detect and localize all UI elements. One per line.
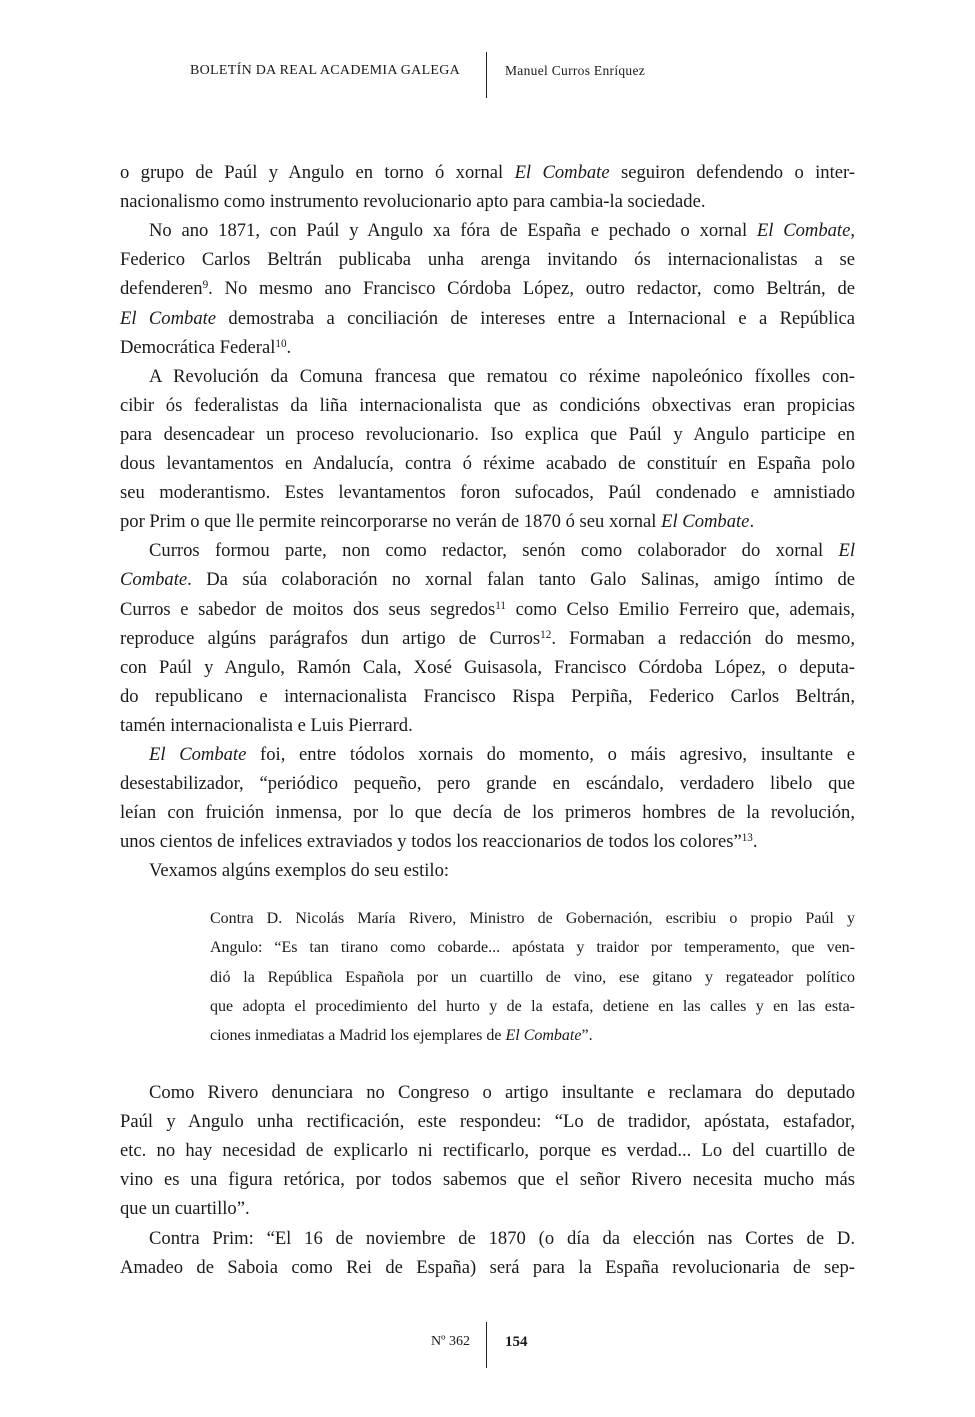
text-run: tamén internacionalista e Luis Pierrard. xyxy=(120,715,413,736)
paragraph-line xyxy=(120,1255,855,1281)
paragraph-line xyxy=(149,1226,855,1252)
journal-title: BOLETÍN DA REAL ACADEMIA GALEGA xyxy=(190,63,461,78)
text-run: con Paúl y Angulo, Ramón Cala, Xosé Guisasola, Francisco Córdoba López, o deputa- xyxy=(120,657,855,678)
text-run: dous levantamentos en Andalucía, contra ó réxime acabado de constituír en España polo xyxy=(120,453,855,474)
paragraph-line xyxy=(120,451,855,477)
paragraph-line xyxy=(149,858,855,884)
page-number: 154 xyxy=(505,1334,528,1350)
text-run: Federico Carlos Beltrán publicaba unha arenga invitando ós internacionalistas a se xyxy=(120,249,855,270)
quote-line xyxy=(210,994,855,1020)
paragraph-line xyxy=(120,829,855,855)
paragraph-line xyxy=(120,626,855,652)
paragraph-line xyxy=(120,160,855,186)
text-run: que un cuartillo”. xyxy=(120,1198,250,1219)
text-run: por Prim o que lle permite reincorporarse no verán de 1870 ó seu xornal xyxy=(120,511,662,532)
italic-title: El Combate xyxy=(661,511,750,532)
quote-line xyxy=(210,1023,855,1049)
text-run: Democrática Federal xyxy=(120,337,276,358)
text-run: vino es una figura retórica, por todos sabemos que el señor Rivero necesita mucho más xyxy=(120,1169,855,1190)
paragraph-line xyxy=(120,684,855,710)
paragraph-line xyxy=(120,1109,855,1135)
italic-title: Combate xyxy=(120,569,188,590)
text-run: . xyxy=(286,337,292,358)
paragraph-line xyxy=(120,713,855,739)
article-author: Manuel Curros Enríquez xyxy=(505,63,646,78)
paragraph-line xyxy=(120,393,855,419)
text-run: ciones inmediatas a Madrid los ejemplares de xyxy=(210,1027,506,1044)
text-run: Vexamos algúns exemplos do seu estilo: xyxy=(149,860,450,881)
italic-title: El Combate xyxy=(505,1027,582,1044)
text-run: ”. xyxy=(581,1027,593,1044)
paragraph-line xyxy=(149,538,855,564)
paragraph-line xyxy=(149,218,855,244)
text-run: No ano 1871, con Paúl y Angulo xa fóra de España e pechado o xornal xyxy=(149,220,757,241)
text-run: leían con fruición inmensa, por lo que decía de los primeros hombres de la revolución, xyxy=(120,802,855,823)
footnote-ref: 12 xyxy=(540,628,552,641)
text-run: seguiron defendendo o inter- xyxy=(609,162,855,183)
paragraph-line xyxy=(120,655,855,681)
footnote-ref: 10 xyxy=(275,337,287,350)
text-run: para desencadear un proceso revolucionario. Iso explica que Paúl y Angulo participe en xyxy=(120,424,855,445)
paragraph-line xyxy=(120,771,855,797)
paragraph-line xyxy=(120,1167,855,1193)
paragraph-line xyxy=(120,597,855,623)
text-run: cibir ós federalistas da liña internacionalista que as condicións obxectivas eran propicias xyxy=(120,395,855,416)
footnote-ref: 9 xyxy=(202,278,209,291)
text-run: Amadeo de Saboia como Rei de España) será para la España revolucionaria de sep- xyxy=(120,1257,855,1278)
text-run: seu moderantismo. Estes levantamentos foron sufocados, Paúl condenado e amnistiado xyxy=(120,482,855,503)
paragraph-line xyxy=(120,247,855,273)
quote-line xyxy=(210,935,855,961)
paragraph-line xyxy=(120,276,855,302)
italic-title: El xyxy=(838,540,855,561)
text-run: A Revolución da Comuna francesa que rematou co réxime napoleónico fíxolles con- xyxy=(149,366,855,387)
text-run: foi, entre tódolos xornais do momento, o máis agresivo, insultante e xyxy=(246,744,855,765)
text-run: Contra D. Nicolás María Rivero, Ministro de Gobernación, escribiu o propio Paúl y xyxy=(210,910,855,927)
footnote-ref: 13 xyxy=(741,831,753,844)
italic-title: El Combate xyxy=(120,308,217,329)
paragraph-line xyxy=(120,480,855,506)
paragraph-line xyxy=(120,422,855,448)
paragraph-line xyxy=(120,567,855,593)
text-run: etc. no hay necesidad de explicarlo ni rectificarlo, porque es verdad... Lo del cuartillo de xyxy=(120,1140,855,1161)
footnote-ref: 11 xyxy=(495,599,506,612)
text-run: . xyxy=(752,831,758,852)
text-run: Contra Prim: “El 16 de noviembre de 1870 (o día da elección nas Cortes de D. xyxy=(149,1228,855,1249)
text-run: demostraba a conciliación de intereses entre a Internacional e a República xyxy=(216,308,856,329)
text-run: Angulo: “Es tan tirano como cobarde... apóstata y traidor por temperamento, que ven- xyxy=(210,939,855,956)
text-run: Paúl y Angulo unha rectificación, este respondeu: “Lo de tradidor, apóstata, estafador, xyxy=(120,1111,855,1132)
text-run: defenderen xyxy=(120,278,203,299)
paragraph-line xyxy=(120,509,855,535)
quote-line xyxy=(210,965,855,991)
header-divider xyxy=(486,52,487,98)
text-run: . Formaban a redacción do mesmo, xyxy=(551,628,856,649)
issue-number: Nº 362 xyxy=(431,1334,470,1349)
text-run: , xyxy=(850,220,856,241)
paragraph-line xyxy=(120,1138,855,1164)
text-run: desestabilizador, “periódico pequeño, pero grande en escándalo, verdadero libelo que xyxy=(120,773,855,794)
italic-title: El Combate xyxy=(756,220,851,241)
paragraph-line xyxy=(120,800,855,826)
text-run: Como Rivero denunciara no Congreso o artigo insultante e reclamara do deputado xyxy=(149,1082,855,1103)
text-run: o grupo de Paúl y Angulo en torno ó xornal xyxy=(120,162,515,183)
paragraph-line xyxy=(149,364,855,390)
paragraph-line xyxy=(120,306,855,332)
text-run: unos cientos de infelices extraviados y todos los reaccionarios de todos los colores” xyxy=(120,831,742,852)
text-run: dió la República Española por un cuartillo de vino, ese gitano y regateador político xyxy=(210,969,855,986)
paragraph-line xyxy=(149,742,855,768)
italic-title: El Combate xyxy=(514,162,610,183)
text-run: Curros formou parte, non como redactor, senón como colaborador do xornal xyxy=(149,540,839,561)
text-run: que adopta el procedimiento del hurto y de la estafa, detiene en las calles y en las esta- xyxy=(210,998,855,1015)
text-run: como Celso Emilio Ferreiro que, ademais, xyxy=(505,599,855,620)
italic-title: El Combate xyxy=(149,744,247,765)
text-run: . Da súa colaboración no xornal falan tanto Galo Salinas, amigo íntimo de xyxy=(187,569,855,590)
text-run: do republicano e internacionalista Francisco Rispa Perpiña, Federico Carlos Beltrán, xyxy=(120,686,855,707)
quote-line xyxy=(210,906,855,932)
text-run: Curros e sabedor de moitos dos seus segredos xyxy=(120,599,496,620)
paragraph-line xyxy=(120,189,855,215)
text-run: . No mesmo ano Francisco Córdoba López, outro redactor, como Beltrán, de xyxy=(208,278,855,299)
paragraph-line xyxy=(149,1080,855,1106)
paragraph-line xyxy=(120,1196,855,1222)
text-run: . xyxy=(749,511,755,532)
text-run: nacionalismo como instrumento revolucionario apto para cambia-la sociedade. xyxy=(120,191,706,212)
footer-divider xyxy=(486,1322,487,1368)
paragraph-line xyxy=(120,335,855,361)
text-run: reproduce algúns parágrafos dun artigo de Curros xyxy=(120,628,541,649)
